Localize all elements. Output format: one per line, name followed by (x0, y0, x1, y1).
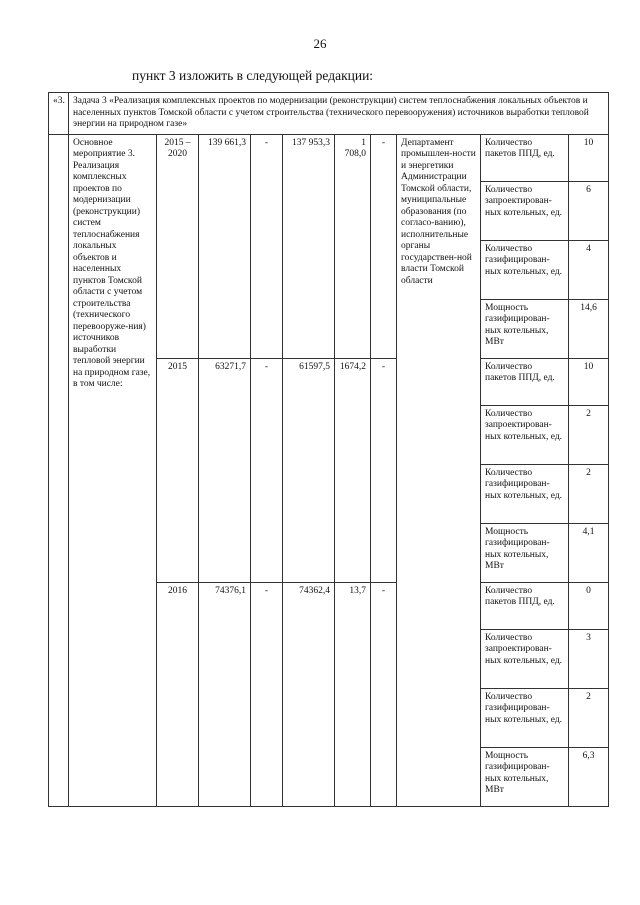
period-year: 2015 – 2020 (157, 134, 199, 358)
task-title: Задача 3 «Реализация комплексных проектов по модернизации (реконструкции) систем теплоснабжения локальных объектов и населенных пунктов Томской области с учетом строительства (технического перевооружения) источников выработки тепловой энергии на природном газе» (69, 93, 609, 135)
regional-amount: 74362,4 (283, 582, 335, 806)
indicator-name: Количество запроектирован-ных котельных, ед. (481, 629, 569, 688)
indicator-value: 14,6 (569, 299, 609, 358)
page-number: 26 (313, 36, 327, 51)
indicator-value: 2 (569, 405, 609, 464)
measure-name: Основное мероприятие 3. Реализация комплексных проектов по модернизации (реконструкции) систем теплоснабжения локальных объектов и населенных пунктов Томской области с учетом строительства (технического перевооруже-ния) источников выработки тепловой энергии на природном газе, в том числе: (69, 134, 157, 806)
period-year: 2016 (157, 582, 199, 806)
federal-amount: - (251, 134, 283, 358)
indicator-value: 2 (569, 464, 609, 523)
other-amount: - (371, 358, 397, 582)
executor: Департамент промышлен-ности и энергетики Администрации Томской области, муниципальные образования (по согласо-ванию), исполнительные органы государствен-ной власти Томской области (397, 134, 481, 806)
intro-text: пункт 3 изложить в следующей редакции: (132, 68, 374, 83)
total-amount: 63271,7 (199, 358, 251, 582)
indicator-value: 6 (569, 181, 609, 240)
total-amount: 74376,1 (199, 582, 251, 806)
indicator-value: 10 (569, 358, 609, 405)
indicator-value: 4 (569, 240, 609, 299)
indicator-name: Количество запроектирован-ных котельных, ед. (481, 181, 569, 240)
regional-amount: 61597,5 (283, 358, 335, 582)
indicator-name: Количество газифицирован-ных котельных, ед. (481, 464, 569, 523)
program-table (48, 92, 609, 807)
period-year: 2015 (157, 358, 199, 582)
other-amount: - (371, 134, 397, 358)
indicator-name: Количество пакетов ППД, ед. (481, 134, 569, 181)
task-number: «3. (49, 93, 69, 135)
total-amount: 139 661,3 (199, 134, 251, 358)
federal-amount: - (251, 358, 283, 582)
indicator-value: 6,3 (569, 747, 609, 806)
indicator-value: 0 (569, 582, 609, 629)
indicator-value: 10 (569, 134, 609, 181)
regional-amount: 137 953,3 (283, 134, 335, 358)
indicator-name: Количество газифицирован-ных котельных, ед. (481, 688, 569, 747)
indicator-name: Мощность газифицирован-ных котельных, МВт (481, 747, 569, 806)
blank-cell (49, 134, 69, 806)
table-row (49, 134, 609, 181)
indicator-value: 3 (569, 629, 609, 688)
local-amount: 13,7 (335, 582, 371, 806)
local-amount: 1674,2 (335, 358, 371, 582)
indicator-name: Количество газифицирован-ных котельных, ед. (481, 240, 569, 299)
local-amount: 1 708,0 (335, 134, 371, 358)
indicator-name: Мощность газифицирован-ных котельных, МВт (481, 299, 569, 358)
indicator-name: Количество запроектирован-ных котельных, ед. (481, 405, 569, 464)
indicator-name: Количество пакетов ППД, ед. (481, 582, 569, 629)
federal-amount: - (251, 582, 283, 806)
task-row (49, 93, 609, 135)
other-amount: - (371, 582, 397, 806)
indicator-value: 4,1 (569, 523, 609, 582)
indicator-name: Количество пакетов ППД, ед. (481, 358, 569, 405)
indicator-name: Мощность газифицирован-ных котельных, МВт (481, 523, 569, 582)
indicator-value: 2 (569, 688, 609, 747)
